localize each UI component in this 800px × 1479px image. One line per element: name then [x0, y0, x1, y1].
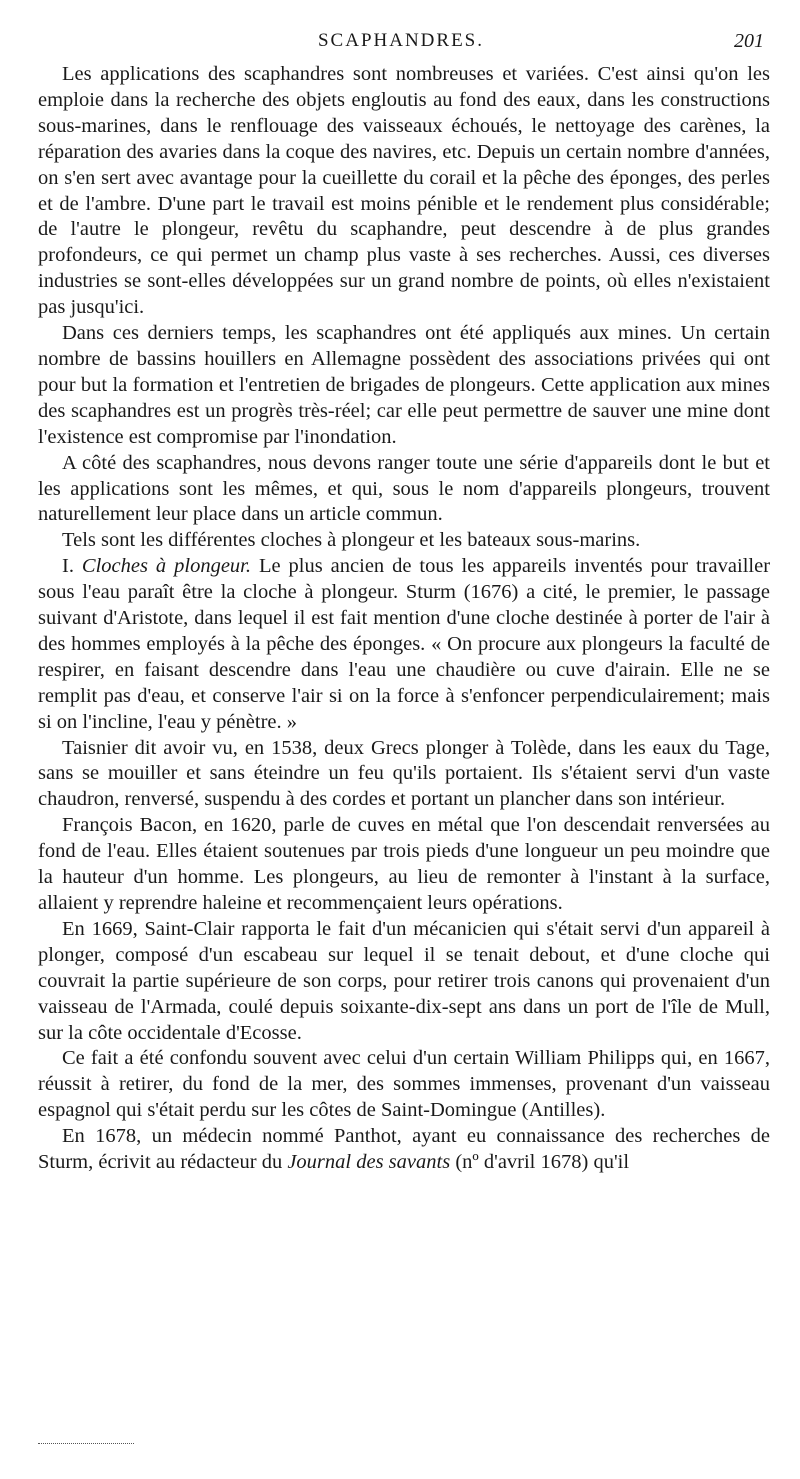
- paragraph: [38, 554, 770, 735]
- italic-text: Journal des savants: [287, 1151, 451, 1174]
- text-run: Taisnier dit avoir vu, en 1538, deux Grecs plonger à Tolède, dans les eaux du Tage, sans se mouiller et sans éteindre un feu qu'ils portaient. Ils s'étaient servi d'un vaste chaudron, renversé, suspendu à des cordes et portant un plancher dans son intérieur.: [38, 736, 770, 811]
- text-run: A côté des scaphandres, nous devons ranger toute une série d'appareils dont le but et les applications sont les mêmes, et qui, sous le nom d'appareils plongeurs, trouvent naturellement leur place dans un article commun.: [38, 451, 770, 526]
- paragraph: [38, 736, 770, 814]
- text-run: Ce fait a été confondu souvent avec celui d'un certain William Philipps qui, en 1667, réussit à retirer, du fond de la mer, des sommes immenses, provenant d'un vaisseau espagnol qui s'était perdu sur les côtes de Saint-Domingue (Antilles).: [38, 1047, 770, 1122]
- paragraph: [38, 1046, 770, 1124]
- text-run: Les applications des scaphandres sont nombreuses et variées. C'est ainsi qu'on les emploie dans la recherche des objets engloutis au fond des eaux, dans les constructions sous-marines, dans le renflouage des vaisseaux échoués, le nettoyage des carènes, la réparation des avaries dans la coque des navires, etc. Depuis un certain nombre d'années, on s'en sert avec avantage pour la cueillette du corail et la pêche des éponges, des perles et de l'ambre. D'une part le travail est moins pénible et le rendement plus considérable; de l'autre le plongeur, revêtu du scaphandre, peut descendre à de plus grandes profondeurs, ce qui permet un champ plus vaste à ses recherches. Aussi, ces diverses industries se sont-elles développées sur un grand nombre de points, où elles n'existaient pas jusqu'ici.: [38, 63, 770, 319]
- running-title: SCAPHANDRES.: [317, 30, 484, 51]
- text-run: En 1669, Saint-Clair rapporta le fait d'un mécanicien qui s'était servi d'un appareil à plonger, composé d'un escabeau sur lequel il se tenait debout, et d'une cloche qui couvrait la partie supérieure de son corps, pour retirer trois canons qui provenaient d'un vaisseau de l'Armada, coulé depuis soixante-dix-sept ans dans un port de l'île de Mull, sur la côte occidentale d'Ecosse.: [38, 917, 770, 1044]
- footer-dotted-rule: [38, 1443, 134, 1444]
- text-run: Le plus ancien de tous les appareils inventés pour travailler sous l'eau paraît être la cloche à plongeur. Sturm (1676) a cité, le premier, le passage suivant d'Aristote, dans lequel il est fait mention d'une cloche destinée à porter de l'air à des hommes employés à la pêche des éponges. « On procure aux plongeurs la faculté de respirer, en faisant descendre dans l'eau une chaudière ou cuve d'airain. Elle ne se remplit pas d'eau, et conserve l'air si on la force à s'enfoncer perpendiculairement; mais si on l'incline, l'eau y pénètre. »: [38, 555, 771, 733]
- paragraph: [38, 62, 770, 321]
- text-run: François Bacon, en 1620, parle de cuves en métal que l'on descendait renversées au fond de l'eau. Elles étaient soutenues par trois pieds d'une longueur un peu moindre que la hauteur d'un homme. Les plongeurs, au lieu de remonter à l'instant à la surface, allaient y reprendre haleine et recommençaient leurs opérations.: [38, 814, 770, 914]
- text-run: I.: [62, 555, 82, 578]
- body-text: [38, 62, 770, 1176]
- text-run: En 1678, un médecin nommé Panthot, ayant eu connaissance des recherches de Sturm, écrivit au rédacteur du: [38, 1125, 770, 1174]
- page-number: 201: [734, 30, 764, 52]
- italic-text: Cloches à plongeur.: [81, 555, 252, 578]
- paragraph: [38, 321, 770, 451]
- paragraph: [38, 1124, 770, 1176]
- paragraph: [38, 451, 770, 529]
- text-run: (nº d'avril 1678) qu'il: [450, 1151, 630, 1174]
- page-header: [38, 30, 764, 58]
- text-run: Tels sont les différentes cloches à plongeur et les bateaux sous-marins.: [62, 529, 641, 552]
- paragraph: [38, 917, 770, 1047]
- text-run: Dans ces derniers temps, les scaphandres ont été appliqués aux mines. Un certain nombre de bassins houillers en Allemagne possèdent des associations privées qui ont pour but la formation et l'entretien de brigades de plongeurs. Cette application aux mines des scaphandres est un progrès très-réel; car elle peut permettre de sauver une mine dont l'existence est compromise par l'inondation.: [38, 322, 770, 448]
- paragraph: [38, 528, 770, 554]
- paragraph: [38, 813, 770, 917]
